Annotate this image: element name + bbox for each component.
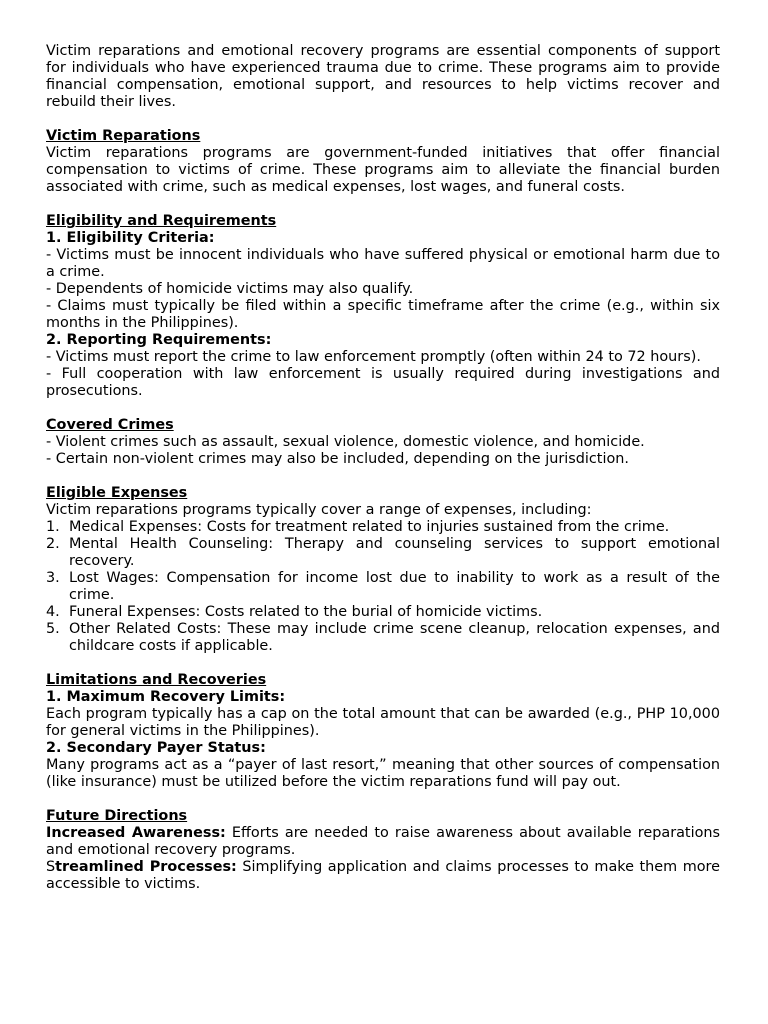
streamlined-lead-initial: S (46, 859, 56, 875)
streamlined-lead: treamlined Processes: (55, 859, 237, 875)
criteria-item: - Claims must typically be filed within a specific timeframe after the crime (e.g., within six months in the Philippines). (46, 298, 720, 331)
expense-number: 5. (46, 621, 60, 637)
covered-crimes-heading: Covered Crimes (46, 417, 174, 433)
victim-reparations-heading: Victim Reparations (46, 128, 201, 144)
max-recovery-heading: 1. Maximum Recovery Limits: (46, 689, 286, 705)
expense-number: 4. (46, 604, 60, 620)
intro-paragraph: Victim reparations and emotional recovery programs are essential components of support for individuals who have experienced trauma due to crime. These programs aim to provide financial compensation, emotional support, and resources to help victims recover and rebuild their lives. (46, 43, 720, 110)
awareness-paragraph (46, 825, 720, 859)
future-directions-heading: Future Directions (46, 808, 188, 824)
expense-number: 3. (46, 570, 60, 586)
reporting-item: - Full cooperation with law enforcement is usually required during investigations and prosecutions. (46, 366, 720, 399)
document-page (46, 43, 720, 893)
awareness-text: Efforts are needed to raise awareness about available reparations and emotional recovery programs. (46, 825, 720, 858)
streamlined-text: Simplifying application and claims processes to make them more accessible to victims. (46, 859, 720, 892)
expense-text: Funeral Expenses: Costs related to the burial of homicide victims. (69, 604, 543, 620)
streamlined-paragraph (46, 859, 720, 893)
expense-item (46, 604, 720, 621)
covered-crime-item: - Violent crimes such as assault, sexual violence, domestic violence, and homicide. (46, 434, 645, 450)
covered-crime-item: - Certain non-violent crimes may also be included, depending on the jurisdiction. (46, 451, 629, 467)
expenses-list (46, 519, 720, 655)
limitations-heading: Limitations and Recoveries (46, 672, 267, 688)
expense-item (46, 621, 720, 655)
expense-number: 2. (46, 536, 60, 552)
expense-text: Mental Health Counseling: Therapy and counseling services to support emotional recovery. (69, 536, 720, 569)
expense-item (46, 519, 720, 536)
expense-item (46, 570, 720, 604)
max-recovery-paragraph: Each program typically has a cap on the total amount that can be awarded (e.g., PHP 10,000 for general victims in the Philippines). (46, 706, 720, 739)
expense-item (46, 536, 720, 570)
secondary-payer-heading: 2. Secondary Payer Status: (46, 740, 266, 756)
awareness-lead: Increased Awareness: (46, 825, 226, 841)
eligible-expenses-heading: Eligible Expenses (46, 485, 188, 501)
reporting-requirements-heading: 2. Reporting Requirements: (46, 332, 272, 348)
expense-number: 1. (46, 519, 60, 535)
reporting-item: - Victims must report the crime to law enforcement promptly (often within 24 to 72 hours). (46, 349, 701, 365)
victim-reparations-paragraph: Victim reparations programs are government-funded initiatives that offer financial compensation to victims of crime. These programs aim to alleviate the financial burden associated with crime, such as medical expenses, lost wages, and funeral costs. (46, 145, 720, 195)
secondary-payer-paragraph: Many programs act as a “payer of last resort,” meaning that other sources of compensation (like insurance) must be utilized before the victim reparations fund will pay out. (46, 757, 720, 790)
expense-text: Lost Wages: Compensation for income lost due to inability to work as a result of the crime. (69, 570, 720, 603)
criteria-item: - Dependents of homicide victims may also qualify. (46, 281, 414, 297)
eligibility-heading: Eligibility and Requirements (46, 213, 277, 229)
eligible-expenses-intro: Victim reparations programs typically cover a range of expenses, including: (46, 502, 592, 518)
expense-text: Other Related Costs: These may include crime scene cleanup, relocation expenses, and childcare costs if applicable. (69, 621, 720, 654)
criteria-item: - Victims must be innocent individuals who have suffered physical or emotional harm due to a crime. (46, 247, 720, 280)
eligibility-criteria-heading: 1. Eligibility Criteria: (46, 230, 215, 246)
expense-text: Medical Expenses: Costs for treatment related to injuries sustained from the crime. (69, 519, 670, 535)
